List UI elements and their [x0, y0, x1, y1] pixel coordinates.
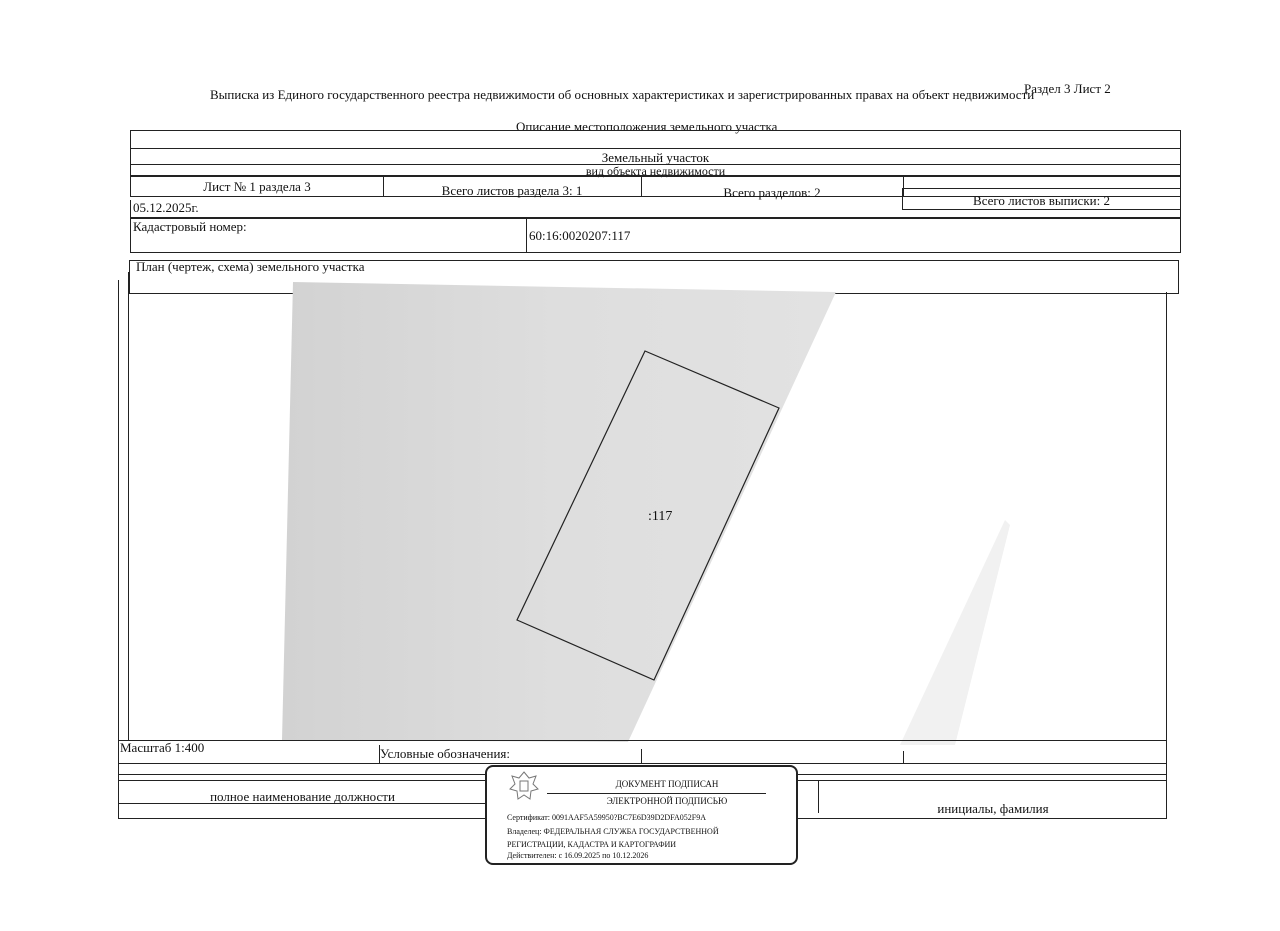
object-type-caption: вид объекта недвижимости: [585, 164, 726, 178]
electronic-signature-stamp: [485, 765, 798, 865]
document-subtitle: Описание местоположения земельного участка: [516, 119, 778, 134]
stamp-validity: Действителен: с 16.09.2025 по 10.12.2026: [507, 851, 649, 860]
cadastral-number: 60:16:0020207:117: [529, 228, 631, 243]
object-type: Земельный участок: [601, 150, 710, 165]
map-scale: Масштаб 1:400: [120, 740, 205, 755]
extract-date: 05.12.2025г.: [133, 200, 199, 215]
total-sections: Всего разделов: 2: [723, 185, 821, 200]
cadastral-label: Кадастровый номер:: [133, 219, 247, 234]
initials-caption: инициалы, фамилия: [937, 801, 1049, 816]
legend-label: Условные обозначения:: [380, 746, 511, 761]
sheets-in-section: Всего листов раздела 3: 1: [441, 183, 583, 198]
total-sheets: Всего листов выписки: 2: [973, 193, 1110, 208]
stamp-line-2: ЭЛЕКТРОННОЙ ПОДПИСЬЮ: [606, 796, 728, 806]
stamp-owner-1: Владелец: ФЕДЕРАЛЬНАЯ СЛУЖБА ГОСУДАРСТВЕННОЙ: [507, 827, 719, 836]
plan-title: План (чертеж, схема) земельного участка: [136, 259, 365, 274]
parcel-label: :117: [648, 509, 673, 524]
position-caption: полное наименование должности: [210, 789, 395, 804]
emblem-icon: [507, 769, 541, 803]
stamp-owner-2: РЕГИСТРАЦИИ, КАДАСТРА И КАРТОГРАФИИ: [507, 840, 677, 849]
sheet-number: Лист № 1 раздела 3: [203, 179, 311, 194]
stamp-line-1: ДОКУМЕНТ ПОДПИСАН: [615, 779, 719, 789]
stamp-certificate: Сертификат: 0091AAF5A59950?BC7E6D39D2DFA052F9A: [507, 813, 707, 822]
scale-legend-row: [118, 740, 1167, 764]
section-sheet-label: Раздел 3 Лист 2: [1024, 81, 1111, 96]
document-title: Выписка из Единого государственного реестра недвижимости об основных характеристиках и зарегистрированных правах на объект недвижимости: [210, 87, 1035, 102]
faint-map-region: [900, 520, 1010, 745]
map-background: [282, 282, 836, 742]
